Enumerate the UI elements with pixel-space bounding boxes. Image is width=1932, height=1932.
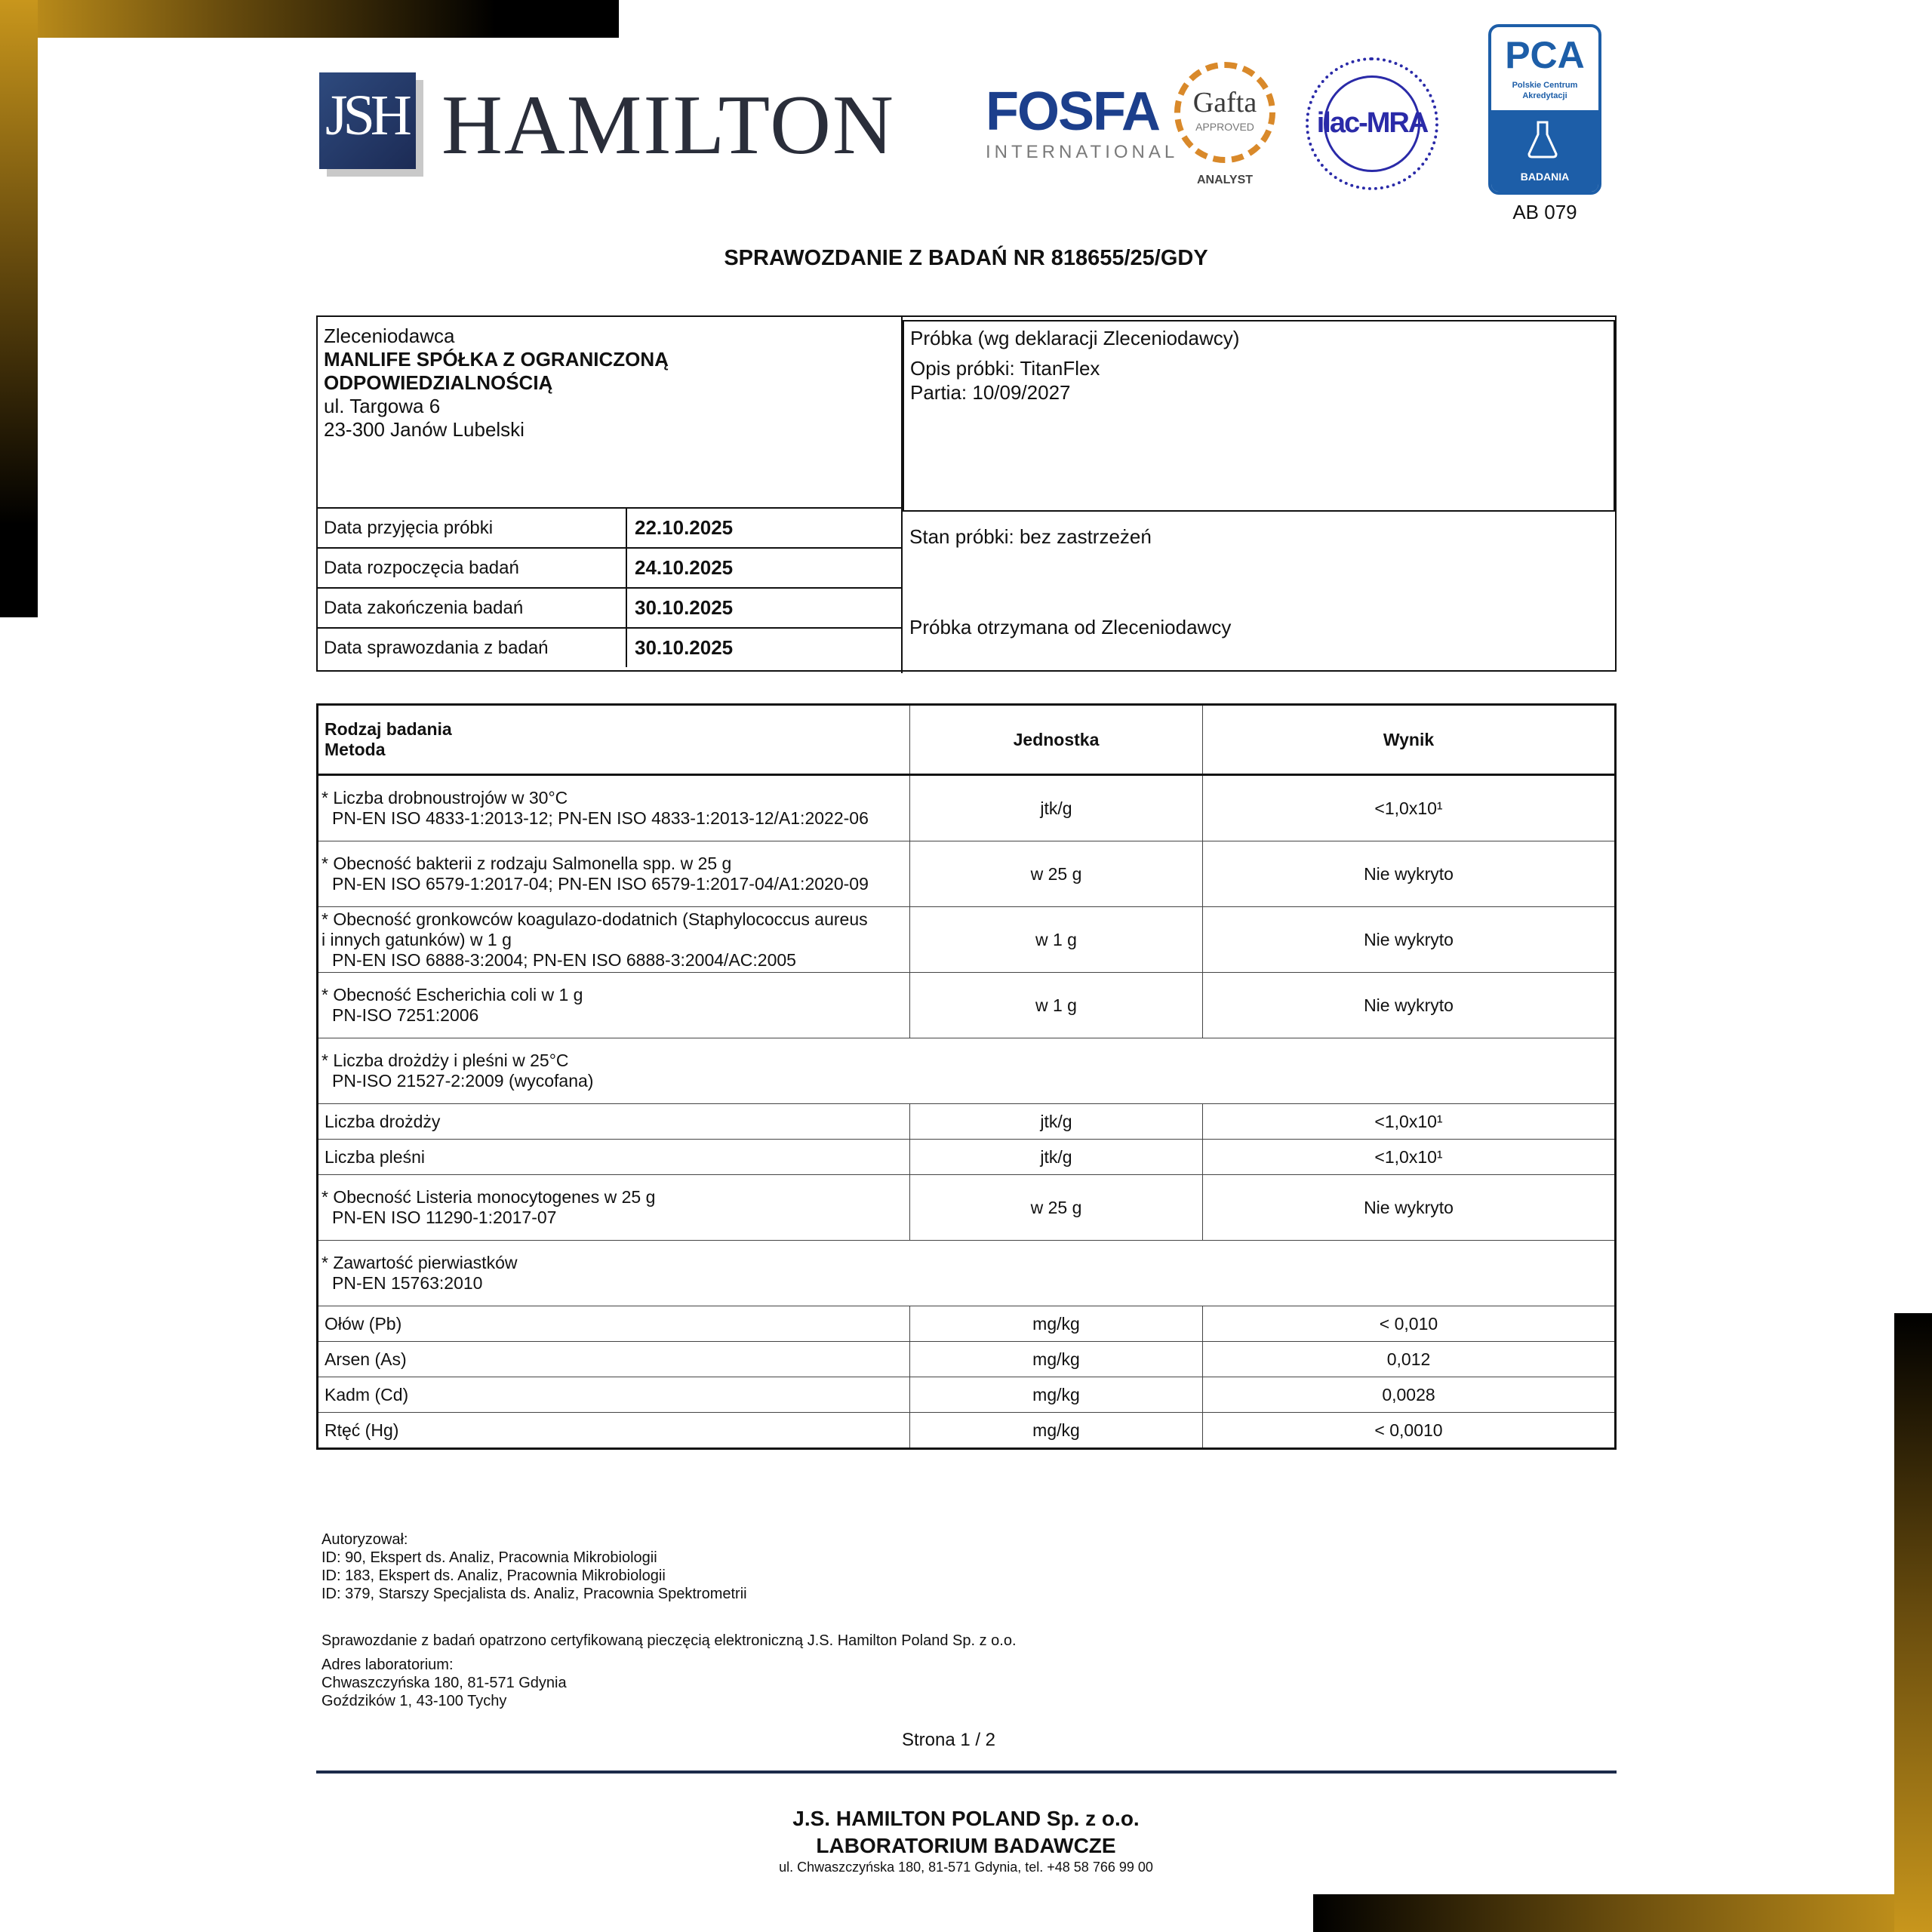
footer-company: [0, 1805, 1932, 1860]
sample-condition: Stan próbki: bez zastrzeżeń: [909, 525, 1152, 548]
authorization-label: Autoryzował:: [321, 1531, 408, 1548]
date-row: [318, 587, 901, 627]
certification-note: Sprawozdanie z badań opatrzono certyfikowaną pieczęcią elektroniczną J.S. Hamilton Poland Sp. z o.o.: [321, 1632, 1017, 1649]
date-row: [318, 547, 901, 587]
result-cell: <1,0x10¹: [1203, 1140, 1616, 1175]
test-group-cell: [318, 1038, 1616, 1104]
corner-decoration-top: [0, 0, 619, 38]
jsh-logo-icon: [319, 72, 416, 169]
footer-divider: [316, 1770, 1617, 1774]
footer-lab-name: LABORATORIUM BADAWCZE: [816, 1834, 1116, 1857]
table-row: [318, 1306, 1616, 1342]
result-cell: <1,0x10¹: [1203, 775, 1616, 841]
result-cell: 0,0028: [1203, 1377, 1616, 1413]
client-name-line2: ODPOWIEDZIALNOŚCIĄ: [324, 371, 553, 394]
ilac-wordmark: ilac-MRA: [1316, 107, 1428, 139]
test-group-name: * Zawartość pierwiastków: [321, 1253, 518, 1272]
test-name: Liczba drożdży: [318, 1104, 910, 1140]
sample-label: Próbka (wg deklaracji Zleceniodawcy): [910, 327, 1240, 349]
test-cell: [318, 973, 910, 1038]
client-city: 23-300 Janów Lubelski: [324, 418, 525, 441]
info-box: [316, 315, 1617, 672]
table-row: [318, 1413, 1616, 1449]
pca-badge: [1488, 24, 1601, 195]
test-name-continued: i innych gatunków) w 1 g: [321, 929, 512, 949]
test-name: Ołów (Pb): [318, 1306, 910, 1342]
result-cell: 0,012: [1203, 1342, 1616, 1377]
test-method: PN-ISO 21527-2:2009 (wycofana): [332, 1071, 594, 1091]
corner-decoration-bottom: [1313, 1894, 1932, 1932]
pca-accreditation-number: AB 079: [1512, 201, 1577, 223]
unit-cell: jtk/g: [910, 1140, 1203, 1175]
sample-section: [903, 320, 1615, 512]
date-label: Data rozpoczęcia badań: [324, 558, 519, 578]
test-header-label: Rodzaj badania: [325, 719, 452, 739]
unit-cell: mg/kg: [910, 1342, 1203, 1377]
corner-decoration-left: [0, 0, 38, 617]
test-name: * Obecność Escherichia coli w 1 g: [321, 985, 583, 1004]
lab-address-block: [321, 1656, 567, 1710]
test-method: PN-EN ISO 4833-1:2013-12; PN-EN ISO 4833-1:2013-12/A1:2022-06: [332, 808, 869, 828]
jsh-logo-text: JSH: [325, 84, 408, 147]
unit-cell: w 25 g: [910, 841, 1203, 907]
result-cell: Nie wykryto: [1203, 1175, 1616, 1241]
lab-address-line2: Goździków 1, 43-100 Tychy: [321, 1693, 507, 1709]
authorizer-line: ID: 379, Starszy Specjalista ds. Analiz, Pracownia Spektrometrii: [321, 1586, 747, 1602]
date-row: [318, 627, 901, 667]
table-row: [318, 973, 1616, 1038]
table-row: [318, 775, 1616, 841]
test-name: * Obecność gronkowców koagulazo-dodatnich (Staphylococcus aureus: [321, 909, 868, 929]
table-row: [318, 907, 1616, 973]
table-row: [318, 1140, 1616, 1175]
result-header: Wynik: [1203, 705, 1616, 775]
result-cell: < 0,0010: [1203, 1413, 1616, 1449]
fosfa-subtitle: INTERNATIONAL: [986, 142, 1179, 162]
result-cell: Nie wykryto: [1203, 841, 1616, 907]
test-name: Liczba pleśni: [318, 1140, 910, 1175]
gafta-logo: [1174, 62, 1283, 190]
unit-cell: mg/kg: [910, 1413, 1203, 1449]
unit-cell: w 1 g: [910, 973, 1203, 1038]
table-group-row: [318, 1241, 1616, 1306]
table-row: [318, 841, 1616, 907]
pca-blue-panel: [1491, 110, 1598, 195]
unit-cell: w 25 g: [910, 1175, 1203, 1241]
authorizer-line: ID: 183, Ekspert ds. Analiz, Pracownia Mikrobiologii: [321, 1567, 666, 1584]
date-label: Data sprawozdania z badań: [324, 638, 549, 658]
result-cell: Nie wykryto: [1203, 973, 1616, 1038]
date-value: 30.10.2025: [626, 629, 901, 667]
test-name: * Obecność Listeria monocytogenes w 25 g: [321, 1187, 656, 1207]
test-method: PN-EN ISO 6888-3:2004; PN-EN ISO 6888-3:2004/AC:2005: [332, 949, 796, 970]
test-name: * Obecność bakterii z rodzaju Salmonella spp. w 25 g: [321, 854, 732, 873]
date-row: [318, 507, 901, 547]
page-number: Strona 1 / 2: [901, 1730, 996, 1750]
test-method: PN-EN ISO 11290-1:2017-07: [332, 1208, 557, 1227]
ilac-mra-logo: [1306, 57, 1441, 193]
table-row: [318, 1377, 1616, 1413]
table-row: [318, 1104, 1616, 1140]
hamilton-logo: [319, 72, 895, 178]
table-header-row: [318, 705, 1616, 775]
unit-cell: mg/kg: [910, 1377, 1203, 1413]
date-label: Data przyjęcia próbki: [324, 518, 494, 538]
flask-icon: [1527, 121, 1558, 158]
pca-subtitle: [1491, 80, 1598, 101]
footer-company-name: J.S. HAMILTON POLAND Sp. z o.o.: [792, 1807, 1140, 1830]
test-group-name: * Liczba drożdży i pleśni w 25°C: [321, 1051, 569, 1070]
authorization-block: [321, 1531, 747, 1603]
pca-wordmark: PCA: [1505, 34, 1585, 76]
test-name: Kadm (Cd): [318, 1377, 910, 1413]
sample-received: Próbka otrzymana od Zleceniodawcy: [909, 616, 1232, 638]
client-street: ul. Targowa 6: [324, 395, 441, 417]
dates-table: [318, 507, 901, 667]
pca-subtitle-line2: Akredytacji: [1522, 91, 1567, 100]
client-name-line1: MANLIFE SPÓŁKA Z OGRANICZONĄ: [324, 348, 669, 371]
table-row: [318, 1342, 1616, 1377]
gafta-analyst-text: ANALYST: [1196, 174, 1254, 186]
lab-address-label: Adres laboratorium:: [321, 1657, 454, 1673]
test-name: * Liczba drobnoustrojów w 30°C: [321, 788, 568, 808]
test-header: [318, 705, 910, 775]
pca-accreditation-logo: [1488, 24, 1601, 196]
unit-cell: w 1 g: [910, 907, 1203, 973]
date-value: 30.10.2025: [626, 589, 901, 627]
pca-subtitle-line1: Polskie Centrum: [1512, 81, 1578, 90]
sample-details: [910, 326, 1239, 405]
test-group-cell: [318, 1241, 1616, 1306]
gafta-wordmark: Gafta: [1192, 87, 1257, 118]
result-cell: Nie wykryto: [1203, 907, 1616, 973]
result-cell: < 0,010: [1203, 1306, 1616, 1342]
date-value: 22.10.2025: [626, 509, 901, 547]
client-section: [318, 317, 903, 673]
unit-cell: jtk/g: [910, 775, 1203, 841]
hamilton-wordmark: HAMILTON: [441, 78, 895, 172]
test-name: Arsen (As): [318, 1342, 910, 1377]
table-group-row: [318, 1038, 1616, 1104]
test-method: PN-EN 15763:2010: [332, 1273, 483, 1293]
footer-address: ul. Chwaszczyńska 180, 81-571 Gdynia, tel. +48 58 766 99 00: [779, 1860, 1153, 1875]
results-table: [316, 703, 1617, 1450]
test-name: Rtęć (Hg): [318, 1413, 910, 1449]
test-method: PN-ISO 7251:2006: [332, 1005, 479, 1025]
client-label: Zleceniodawca: [324, 325, 455, 347]
sample-batch: Partia: 10/09/2027: [910, 381, 1071, 404]
date-value: 24.10.2025: [626, 549, 901, 587]
report-title: SPRAWOZDANIE Z BADAŃ NR 818655/25/GDY: [724, 246, 1208, 270]
test-cell: [318, 841, 910, 907]
test-cell: [318, 1175, 910, 1241]
pca-badania-text: BADANIA: [1520, 171, 1570, 183]
method-header-label: Metoda: [325, 740, 386, 759]
gafta-approved-text: APPROVED: [1195, 121, 1254, 133]
unit-cell: mg/kg: [910, 1306, 1203, 1342]
client-details: [324, 325, 669, 441]
date-label: Data zakończenia badań: [324, 598, 524, 618]
unit-header: Jednostka: [910, 705, 1203, 775]
fosfa-wordmark: FOSFA: [986, 82, 1160, 142]
result-cell: <1,0x10¹: [1203, 1104, 1616, 1140]
test-cell: [318, 775, 910, 841]
test-method: PN-EN ISO 6579-1:2017-04; PN-EN ISO 6579-1:2017-04/A1:2020-09: [332, 874, 869, 894]
authorizer-line: ID: 90, Ekspert ds. Analiz, Pracownia Mikrobiologii: [321, 1549, 657, 1566]
sample-description: Opis próbki: TitanFlex: [910, 357, 1100, 380]
test-cell: [318, 907, 910, 973]
unit-cell: jtk/g: [910, 1104, 1203, 1140]
fosfa-logo: [986, 82, 1179, 165]
table-row: [318, 1175, 1616, 1241]
lab-address-line1: Chwaszczyńska 180, 81-571 Gdynia: [321, 1675, 567, 1691]
